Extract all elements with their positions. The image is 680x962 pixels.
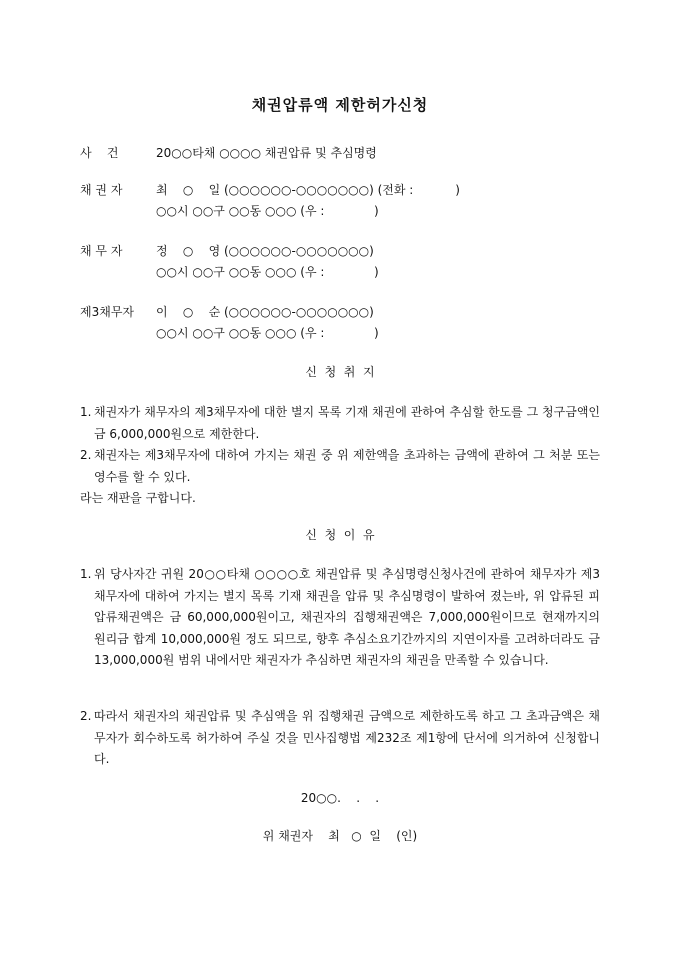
third-debtor-name-line: 이 ○ 순 (○○○○○○-○○○○○○○) — [156, 305, 374, 319]
creditor-address: ○○시 ○○구 ○○동 ○○○ (우 : ) — [156, 204, 379, 218]
purpose-item-1 — [80, 402, 600, 445]
purpose-closing: 라는 재판을 구합니다. — [80, 491, 196, 505]
reasons-heading: 신 청 이 유 — [305, 528, 375, 542]
debtor-name-line: 정 ○ 영 (○○○○○○-○○○○○○○) — [156, 244, 374, 258]
debtor-row — [80, 243, 374, 259]
third-debtor-row — [80, 304, 374, 320]
filing-date: 20○○. . . — [300, 791, 380, 805]
reasons-item-1-text: 위 당사자간 귀원 20○○타채 ○○○○호 채권압류 및 추심명령신청사건에 관하여 채무자가 제3채무자에 대하여 가지는 별지 목록 기재 채권을 압류 및 추심명령이 발하여 졌는바, 위 압류된 피압류채권액은 금 60,000,000원이고, 채권자의 집행채권액은 7,000,000원이므로 현재까지의 원리금 합계 10,000,000원 정도 되므로, 향후 추심소요기간까지의 지연이자를 고려하더라도 금 13,000,000원 범위 내에서만 채권자가 추심하면 채권자의 채권을 만족할 수 있습니다. — [94, 567, 600, 667]
reasons-item-1 — [80, 564, 600, 672]
creditor-label: 채 권 자 — [80, 183, 123, 197]
reasons-item-1-number: 1. — [80, 567, 92, 581]
purpose-heading: 신 청 취 지 — [305, 365, 375, 379]
case-value: 20○○타채 ○○○○ 채권압류 및 추심명령 — [156, 146, 377, 160]
reasons-item-2 — [80, 706, 600, 771]
third-debtor-address: ○○시 ○○구 ○○동 ○○○ (우 : ) — [156, 326, 379, 340]
document-title: 채권압류액 제한허가신청 — [251, 96, 429, 114]
creditor-row — [80, 182, 460, 198]
case-label: 사 건 — [80, 146, 119, 160]
purpose-item-1-text: 채권자가 채무자의 제3채무자에 대한 별지 목록 기재 채권에 관하여 추심할 한도를 그 청구금액인 금 6,000,000원으로 제한한다. — [94, 405, 600, 441]
creditor-name-line: 최 ○ 일 (○○○○○○-○○○○○○○) (전화 : ) — [156, 183, 460, 197]
debtor-label: 채 무 자 — [80, 244, 123, 258]
third-debtor-label: 제3채무자 — [80, 305, 135, 319]
purpose-item-1-number: 1. — [80, 405, 92, 419]
purpose-item-2 — [80, 445, 600, 488]
purpose-item-2-text: 채권자는 제3채무자에 대하여 가지는 채권 중 위 제한액을 초과하는 금액에 관하여 그 처분 또는 영수를 할 수 있다. — [94, 448, 600, 484]
reasons-item-2-text: 따라서 채권자의 채권압류 및 추심액을 위 집행채권 금액으로 제한하도록 하고 그 초과금액은 채무자가 회수하도록 허가하여 주실 것을 민사집행법 제232조 제1항에 단서에 의거하여 신청합니다. — [94, 709, 600, 766]
reasons-item-2-number: 2. — [80, 709, 92, 723]
purpose-item-2-number: 2. — [80, 448, 92, 462]
debtor-address: ○○시 ○○구 ○○동 ○○○ (우 : ) — [156, 265, 379, 279]
case-row — [80, 145, 377, 161]
signature-line: 위 채권자 최 ○ 일 (인) — [262, 829, 418, 843]
